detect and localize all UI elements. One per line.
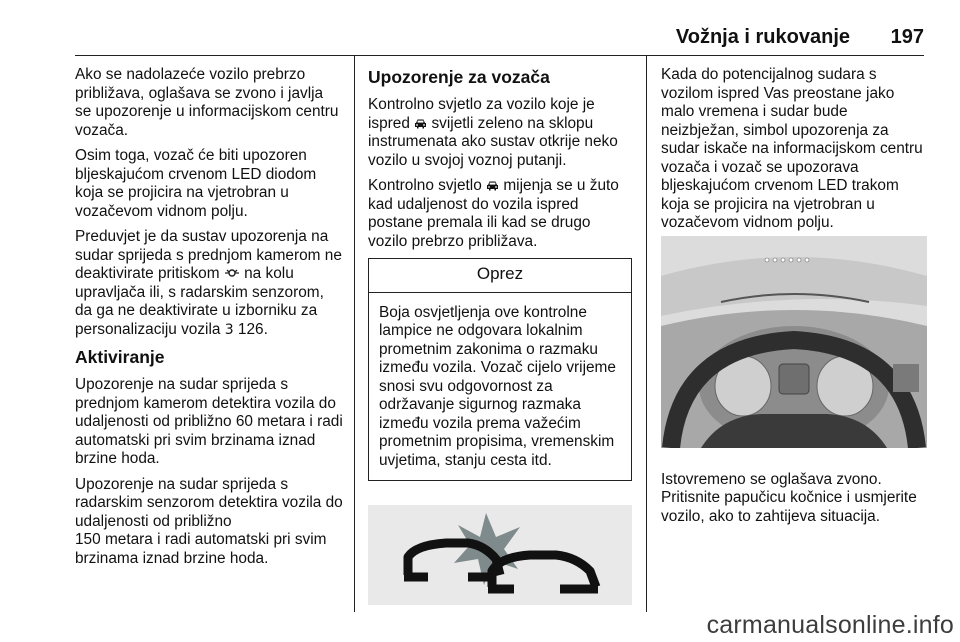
section-heading: Upozorenje za vozača [368,67,550,87]
paragraph: Kontrolno svjetlo mijenja se u žuto kad udaljenost do vozila ispred postane premala ili kad se drugo vozilo prebrzo približava. [368,177,619,250]
collision-graphic [368,505,632,605]
paragraph: Istovremeno se oglašava zvono. Pritisnite papučicu kočnice i usmjerite vozilo, ako to zahtijeva situacija. [661,470,917,525]
page-title: Vožnja i rukovanje [675,26,850,48]
car-ahead-icon [486,180,499,191]
front-car-outline [492,555,596,587]
watermark: carmanualsonline.info [706,611,954,639]
paragraph: Upozorenje na sudar sprijeda s radarskim senzorom detektira vozila do udaljenosti od približno 150 metara i radi automatski pri svim brzinama iznad brzine hoda. [75,475,343,567]
page-number: 197 [890,26,924,48]
column-middle [368,66,632,481]
paragraph: Ako se nadolazeće vozilo prebrzo približava, oglašava se zvono i javlja se upozorenje u informacijskom centru vozača. [75,66,339,139]
car-ahead-icon [414,118,427,129]
dashboard-illustration [661,236,927,448]
driver-info-display [779,364,809,394]
paragraph: Preduvjet je da sustav upozorenja na sudar sprijeda s prednjom kamerom ne deaktivirate pritiskom na kolu upravljača ili, s radarskim senzorom, da ga ne deaktivirate u izborniku za personalizaciju vozila 3 126. [75,228,342,338]
paragraph: Osim toga, vozač će biti upozoren bljeskajućom crvenom LED diodom koja se projicira na vjetrobran u vozačevom vidnom polju. [75,147,317,220]
paragraph: Upozorenje na sudar sprijeda s prednjom kamerom detektira vozila do udaljenosti od približno 60 metara i radi automatski pri svim brzinama iznad brzine hoda. [75,376,343,467]
paragraph: Kada do potencijalnog sudara s vozilom ispred Vas preostane jako malo vremena i sudar bude neizbježan, simbol upozorenja za sudar iskače na informacijskom centru vozača i vozač se upozorava bljeskajućom crvenom LED trakom koja se projicira na vjetrobran u vozačevom vidnom polju. [661,66,923,231]
page-reference[interactable]: 126. [237,320,268,338]
caution-box [368,258,632,481]
page-header [0,26,960,56]
caution-title: Oprez [369,259,631,293]
header-rule [75,55,924,56]
dashboard-graphic [661,236,927,448]
paragraph: Kontrolno svjetlo za vozilo koje je ispred svijetli zeleno na sklopu instrumenata ako sustav otkrije neko vozilo u svojoj voznoj putanji. [368,96,618,169]
column-left [75,66,343,575]
caution-text: Boja osvjetljenja ove kontrolne lampice ne odgovara lokalnim prometnim zakonima o razmaku između vozila. Vozač cijelo vrijeme snosi svu odgovornost za održavanje sigurnog razmaka između vozila prema važećim prometnim propisima, vremenskim uvjetima, stanju cesta itd. [379,303,616,469]
column-divider-2 [646,56,647,612]
section-heading: Aktiviranje [75,347,165,367]
side-vent [893,364,919,392]
collision-illustration [368,505,632,605]
steering-wheel-button-icon [224,267,240,279]
column-divider-1 [354,56,355,612]
reference-arrow-icon: 3 [224,321,234,338]
